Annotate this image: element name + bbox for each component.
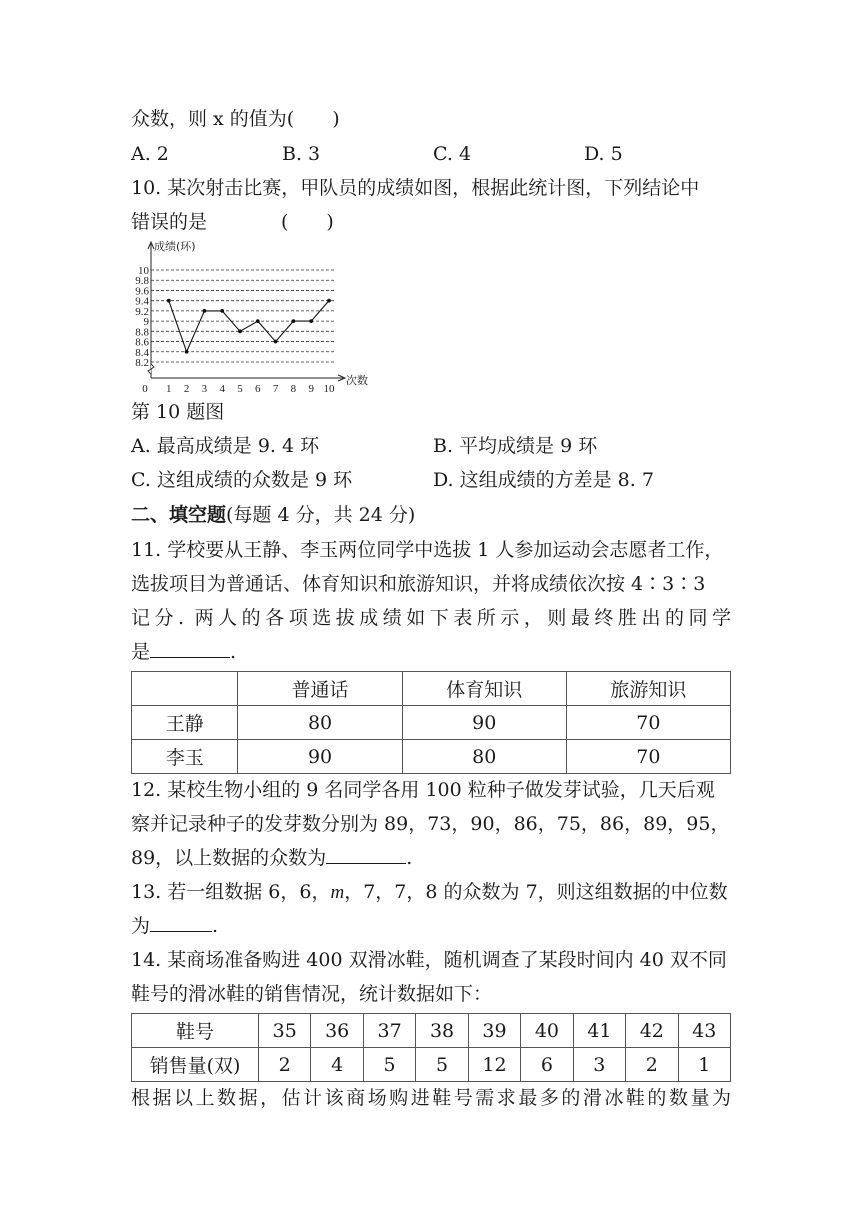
y-tick-label: 9.8 <box>135 275 149 288</box>
table-cell: 6 <box>521 1048 573 1082</box>
q13-answer-blank <box>150 913 212 932</box>
table-header-cell: 普通话 <box>238 672 402 706</box>
table-cell: 90 <box>238 740 402 774</box>
q13-line1 <box>131 878 728 906</box>
q13-period: . <box>212 915 219 937</box>
q10-stem-line1: 10. 某次射击比赛，甲队员的成绩如图，根据此统计图，下列结论中 <box>131 177 700 199</box>
q11-line4 <box>131 638 236 666</box>
table-cell: 5 <box>363 1048 415 1082</box>
q11-line1: 11. 学校要从王静、李玉两位同学中选拔 1 人参加运动会志愿者工作， <box>131 539 724 561</box>
y-tick-label: 9.4 <box>135 295 149 308</box>
x-tick-label: 1 <box>166 383 172 395</box>
data-point <box>309 319 313 323</box>
x-tick-label: 3 <box>201 383 208 395</box>
table-row <box>132 672 731 706</box>
table-row <box>132 706 731 740</box>
q14-line1: 14. 某商场准备购进 400 双滑冰鞋，随机调查了某段时间内 40 双不同 <box>131 949 727 971</box>
q10-figure-caption: 第 10 题图 <box>131 401 225 423</box>
q11-line2: 选拔项目为普通话、体育知识和旅游知识，并将成绩依次按 4∶3∶3 <box>131 573 706 595</box>
q12-line1: 12. 某校生物小组的 9 名同学各用 100 粒种子做发芽试验，几天后观 <box>131 779 715 801</box>
data-point <box>185 350 189 354</box>
table-cell: 41 <box>573 1014 625 1048</box>
section-note: (每题 4 分，共 24 分) <box>226 504 416 526</box>
y-tick-label: 9 <box>143 316 149 329</box>
q11-line4-text: 是 <box>131 641 151 663</box>
q9-option-b: B. 3 <box>282 143 321 165</box>
q9-option-a: A. 2 <box>131 143 169 165</box>
q10-line-chart <box>131 236 371 396</box>
q14-sales-table <box>131 1013 731 1082</box>
q12-line3 <box>131 844 412 872</box>
table-cell: 80 <box>402 740 566 774</box>
table-cell: 36 <box>311 1014 363 1048</box>
table-row <box>132 1048 731 1082</box>
y-tick-label: 8.2 <box>135 357 149 369</box>
y-axis-label: 成绩(环) <box>154 240 196 253</box>
x-tick-label: 9 <box>308 383 314 395</box>
data-point <box>167 299 171 303</box>
q9-option-d: D. 5 <box>584 143 623 165</box>
table-cell: 4 <box>311 1048 363 1082</box>
data-point <box>220 309 224 313</box>
table-cell: 90 <box>402 706 566 740</box>
q13-line1-a: 13. 若一组数据 6，6， <box>131 881 331 903</box>
y-tick-label: 8.6 <box>135 336 149 349</box>
table-cell: 80 <box>238 706 402 740</box>
table-cell: 40 <box>521 1014 573 1048</box>
origin-label: 0 <box>142 383 148 395</box>
table-cell: 2 <box>259 1048 311 1082</box>
series-line <box>169 301 329 352</box>
x-tick-label: 8 <box>290 383 297 395</box>
q9-stem-tail: 众数，则 x 的值为( ) <box>131 108 340 130</box>
q13-line1-b: ，7，7，8 的众数为 7，则这组数据的中位数 <box>344 881 728 903</box>
table-cell: 3 <box>573 1048 625 1082</box>
q10-option-d: D. 这组成绩的方差是 8. 7 <box>433 469 654 491</box>
q11-answer-blank <box>150 639 230 658</box>
q11-line3: 记分. 两人的各项选拔成绩如下表所示，则最终胜出的同学 <box>131 607 731 629</box>
table-cell: 70 <box>566 706 730 740</box>
data-point <box>327 299 331 303</box>
y-tick-label: 9.2 <box>135 305 149 318</box>
table-header-cell <box>132 672 238 706</box>
table-cell: 2 <box>626 1048 678 1082</box>
q10-option-c: C. 这组成绩的众数是 9 环 <box>131 469 353 491</box>
table-header-cell: 体育知识 <box>402 672 566 706</box>
q12-period: . <box>406 847 413 869</box>
data-point <box>238 329 242 333</box>
chart-svg <box>131 236 371 396</box>
q12-answer-blank <box>326 845 406 864</box>
q12-line3-text: 89，以上数据的众数为 <box>131 847 327 869</box>
x-tick-label: 6 <box>255 383 261 395</box>
q13-line2 <box>131 912 218 940</box>
x-tick-label: 2 <box>183 383 190 395</box>
q10-answer-paren: ( ) <box>281 211 334 233</box>
q9-option-c: C. 4 <box>433 143 472 165</box>
q13-line2-text: 为 <box>131 915 151 937</box>
y-tick-label: 9.6 <box>135 285 149 298</box>
q11-score-table <box>131 671 731 774</box>
table-row <box>132 1014 731 1048</box>
q14-line2: 鞋号的滑冰鞋的销售情况，统计数据如下： <box>131 983 493 1005</box>
q12-line2: 察并记录种子的发芽数分别为 89，73，90，86，75，86，89，95， <box>131 813 730 835</box>
x-axis-label: 次数 <box>346 374 368 387</box>
q10-stem-line2: 错误的是 <box>131 211 208 233</box>
table-cell: 35 <box>259 1014 311 1048</box>
y-tick-label: 8.4 <box>135 346 149 359</box>
x-tick-label: 5 <box>237 383 243 395</box>
x-tick-label: 10 <box>323 383 335 395</box>
table-header-cell: 鞋号 <box>132 1014 259 1048</box>
table-cell: 王静 <box>132 706 238 740</box>
x-tick-label: 4 <box>219 383 225 395</box>
q11-period: . <box>230 641 237 663</box>
x-tick-label: 7 <box>272 383 279 395</box>
data-point <box>256 319 260 323</box>
data-point <box>274 340 278 344</box>
table-header-cell: 销售量(双) <box>132 1048 259 1082</box>
table-cell: 70 <box>566 740 730 774</box>
y-tick-label: 10 <box>138 265 149 277</box>
section-heading <box>131 501 415 529</box>
q10-option-a: A. 最高成绩是 9. 4 环 <box>131 435 320 457</box>
q10-option-b: B. 平均成绩是 9 环 <box>433 435 598 457</box>
table-cell: 12 <box>468 1048 520 1082</box>
table-header-cell: 旅游知识 <box>566 672 730 706</box>
data-point <box>203 309 207 313</box>
table-row <box>132 740 731 774</box>
table-cell: 42 <box>626 1014 678 1048</box>
table-cell: 39 <box>468 1014 520 1048</box>
table-cell: 5 <box>416 1048 468 1082</box>
section-title: 二、填空题 <box>131 504 227 526</box>
table-cell: 1 <box>678 1048 731 1082</box>
data-point <box>292 319 296 323</box>
table-cell: 38 <box>416 1014 468 1048</box>
table-cell: 李玉 <box>132 740 238 774</box>
q14-line3: 根据以上数据，估计该商场购进鞋号需求最多的滑冰鞋的数量为 <box>131 1087 731 1109</box>
table-cell: 43 <box>678 1014 731 1048</box>
table-cell: 37 <box>363 1014 415 1048</box>
y-tick-label: 8.8 <box>135 326 149 339</box>
q13-variable: m <box>330 882 345 903</box>
